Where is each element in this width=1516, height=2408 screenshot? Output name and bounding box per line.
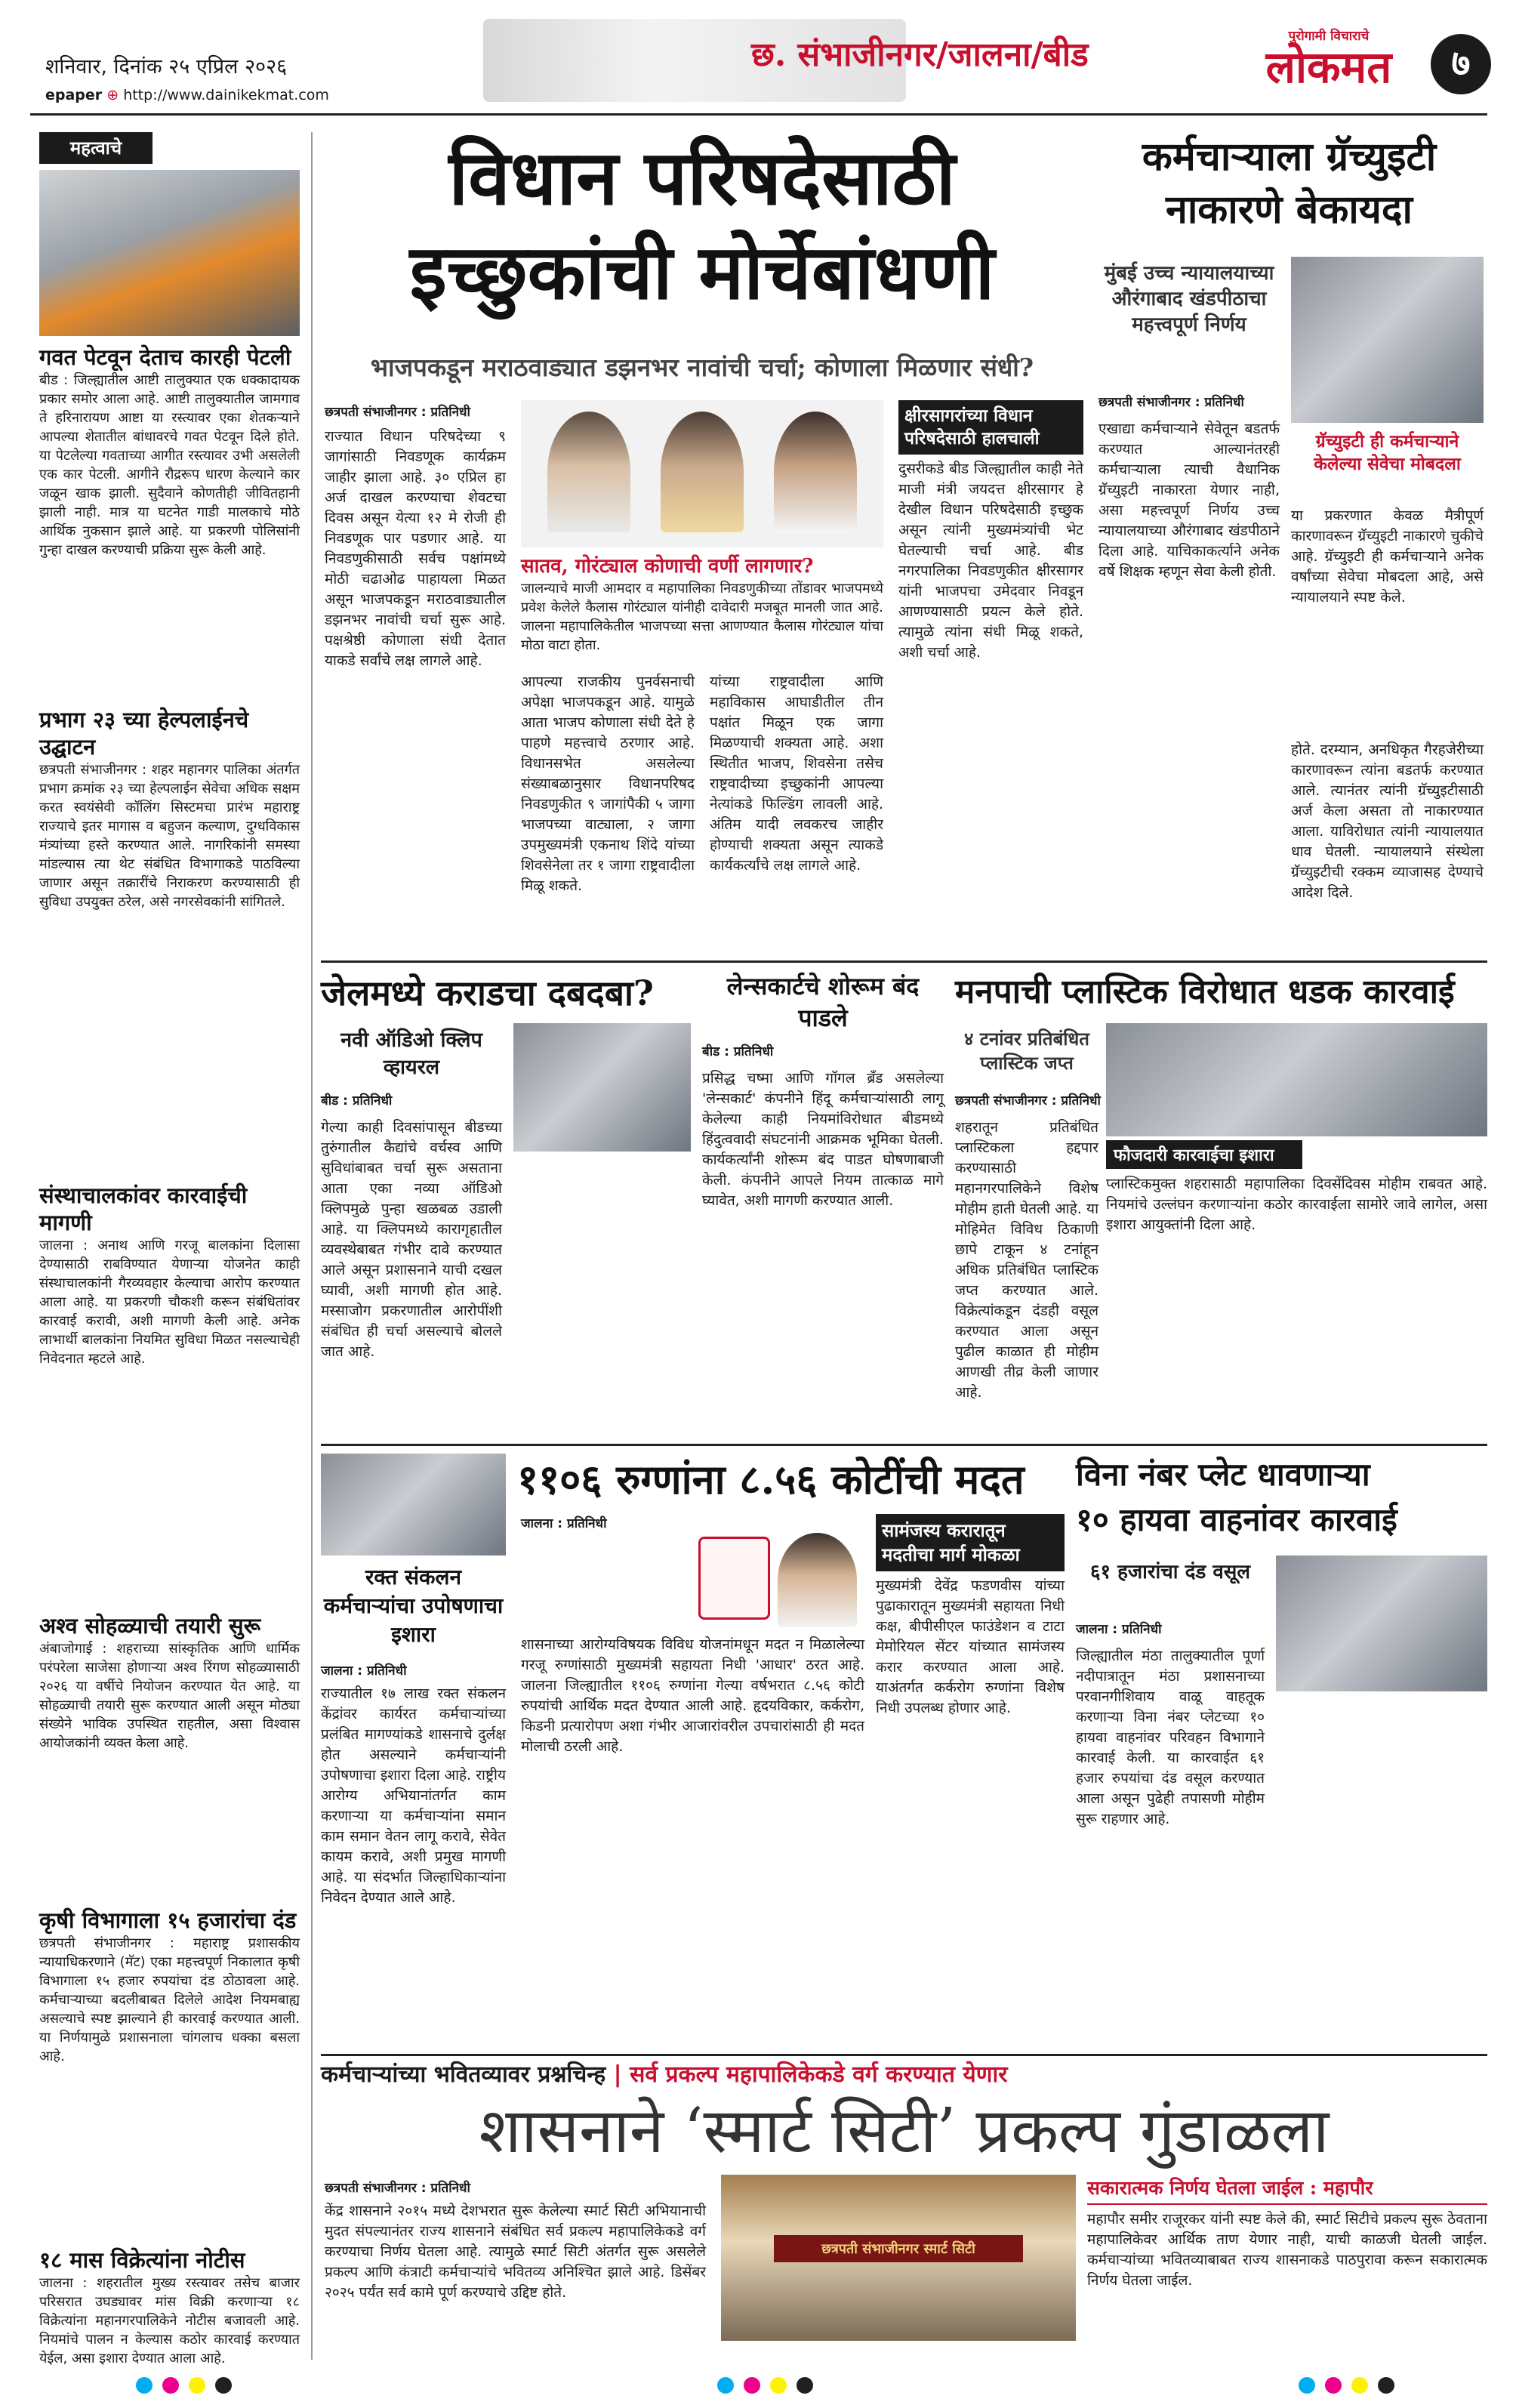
sidebar-item-title: कृषी विभागाला १५ हजारांचा दंड: [39, 1907, 297, 1933]
aid-byline: जालना : प्रतिनिधी: [521, 1516, 607, 1531]
smart-city-text: केंद्र शासनाने २०१५ मध्ये देशभरात सुरू केलेल्या स्मार्ट सिटी अभियानाची मुदत संपल्यानंतर राज्य शासनाने संबंधित सर्व प्रकल्प महापालिकेकडे वर्ग करण्याचा निर्णय घेतला आहे. त्यामुळे स्मार्ट सिटी अंतर्गत सुरू असलेले प्रकल्प आणि कंत्राटी कर्मचाऱ्यांचे भवितव्य अनिश्चित झाले आहे. डिसेंबर २०२५ पर्यंत सर्व कामे पूर्ण करण्याचे उद्दिष्ट होते.: [325, 2203, 706, 2301]
reg-mark-black: [1378, 2377, 1394, 2394]
aid-side-box: [876, 1514, 1065, 2046]
jail-text: गेल्या काही दिवसांपासून बीडच्या तुरुंगातील कैद्यांचे वर्चस्व आणि सुविधांबाबत चर्चा सुरू असताना आता एका नव्या ऑडिओ क्लिपमुळे पुन्हा खळबळ उडाली आहे. या क्लिपमध्ये कारागृहातील व्यवस्थेबाबत गंभीर दावे करण्यात आले असून प्रशासनाने याची दखल घ्यावी, अशी मागणी होत आहे. मस्साजोग प्रकरणातील आरोपींशी संबंधित ही चर्चा असल्याचे बोलले जात आहे.: [321, 1119, 502, 1360]
epaper-link[interactable]: [45, 87, 329, 103]
sidebar-item-title: अश्व सोहळ्याची तयारी सुरू: [39, 1613, 261, 1639]
plastic-kicker: ४ टनांवर प्रतिबंधित प्लास्टिक जप्त: [964, 1028, 1089, 1074]
jail-kicker: नवी ऑडिओ क्लिप व्हायरल: [340, 1028, 482, 1079]
gratuity-column: एखाद्या कर्मचाऱ्याने सेवेतून बडतर्फ करण्यात आल्यानंतरही कर्मचाऱ्याला त्याची वैधानिक ग्रॅच्युइटी नाकारता येणार नाही, असा महत्त्वपूर्ण निर्णय उच्च न्यायालयाच्या औरंगाबाद खंडपीठाने दिला आहे. याचिकाकर्त्याने अनेक वर्षे शिक्षक म्हणून सेवा केली होती.: [1098, 421, 1280, 580]
lead-headline-line1: विधान परिषदेसाठी: [448, 133, 956, 222]
plastic-photo-text: प्लास्टिकमुक्त शहरासाठी महापालिका दिवसेंदिवस मोहीम राबवत आहे. नियमांचे उल्लंघन करणाऱ्यांना कठोर कारवाईला सामोरे जावे लागेल, असा इशारा आयुक्तांनी दिला आहे.: [1106, 1176, 1487, 1233]
registration-marks: [0, 2371, 1516, 2401]
strap-dark: कर्मचाऱ्यांच्या भवितव्यावर प्रश्नचिन्ह: [321, 2061, 606, 2088]
jail-group-photo: [513, 1023, 691, 1152]
photo-caption-heading: सातव, गोरंट्याल कोणाची वर्णी लागणार?: [521, 555, 814, 578]
strap-red: सर्व प्रकल्प महापालिकेकडे वर्ग करण्यात येणार: [630, 2061, 1008, 2088]
sidebar-item: [39, 2246, 300, 2366]
politician-photos: [521, 400, 883, 547]
strap-divider: |: [613, 2061, 622, 2088]
plates-text: जिल्ह्यातील मंठा तालुक्यातील पूर्णा नदीपात्रातून मंठा प्रशासनाच्या परवानगीशिवाय वाळू वाहतूक करणाऱ्या विना नंबर प्लेटच्या १० हायवा वाहनांवर परिवहन विभागाने कारवाई केली. या कारवाईत ६१ हजार रुपयांचा दंड वसूल करण्यात आला असून पुढेही तपासणी मोहीम सुरू राहणार आहे.: [1076, 1648, 1265, 1827]
sidebar-divider: [311, 132, 313, 2360]
lead-column: राज्यात विधान परिषदेच्या ९ जागांसाठी निवडणूक कार्यक्रम जाहीर झाला आहे. ३० एप्रिल हा अर्ज दाखल करण्याचा शेवटचा दिवस असून येत्या १२ मे रोजी ही निवडणूक पार पडणार आहे. या निवडणुकीसाठी सर्वच पक्षांमध्ये मोठी चढाओढ पाहायला मिळत असून भाजपकडून मराठवाड्यातील डझनभर नावांची चर्चा सुरू आहे. पक्षश्रेष्ठी कोणाला संधी देतात याकडे सर्वांचे लक्ष लागले आहे.: [325, 428, 506, 669]
jail-byline: बीड : प्रतिनिधी: [321, 1093, 393, 1108]
plastic-story: [955, 970, 1487, 1438]
aid-text: शासनाच्या आरोग्यविषयक विविध योजनांमधून मदत न मिळालेल्या गरजू रुग्णांसाठी मुख्यमंत्री सहायता निधी 'आधार' ठरत आहे. जालना जिल्ह्यातील ११०६ रुग्णांना गेल्या वर्षभरात ८.५६ कोटी रुपयांची आर्थिक मदत देण्यात आली आहे. हृदयविकार, कर्करोग, किडनी प्रत्यारोपण अशा गंभीर आजारांवरील उपचारांसाठी ही मदत मोलाची ठरली आहे.: [521, 1636, 864, 1755]
reg-mark-black: [215, 2377, 232, 2394]
issue-date: शनिवार, दिनांक २५ एप्रिल २०२६: [45, 55, 288, 79]
plastic-headline: मनपाची प्लास्टिक विरोधात धडक कारवाई: [955, 973, 1455, 1011]
smart-city-strap: [321, 2058, 1487, 2091]
gratuity-column: होते. दरम्यान, अनधिकृत गैरहजेरीच्या कारणावरून त्यांना बडतर्फ करण्यात आले. त्यानंतर त्यांनी ग्रॅच्युइटीसाठी अर्ज केला असता तो नाकारण्यात आला. याविरोधात त्यांनी न्यायालयात धाव घेतली. न्यायालयाने संस्थेला ग्रॅच्युइटीची रक्कम व्याजासह देण्याचे आदेश दिले.: [1291, 742, 1484, 901]
reg-mark-yellow: [1351, 2377, 1368, 2394]
reg-mark-magenta: [1325, 2377, 1342, 2394]
sidebar-item-body: जालना : अनाथ आणि गरजू बालकांना दिलासा देण्यासाठी राबविण्यात येणाऱ्या योजनेत काही संस्थाचालकांनी गैरव्यवहार केल्याचा आरोप करण्यात आला आहे. या प्रकरणी चौकशी करून संबंधितांवर कारवाई करावी, अशी मागणी केली आहे. अनेक लाभार्थी बालकांना नियमित सुविधा मिळत नसल्याचेही निवेदनात म्हटले आहे.: [39, 1238, 300, 1367]
protest-photo: [321, 1454, 506, 1555]
blood-byline: जालना : प्रतिनिधी: [321, 1663, 407, 1679]
plates-headline-line1: विना नंबर प्लेट धावणाऱ्या: [1076, 1456, 1370, 1493]
jail-headline: जेलमध्ये कराडचा दबदबा?: [321, 973, 654, 1013]
chief-minister-photo: [778, 1533, 857, 1627]
sidebar-label: महत्वाचे: [39, 132, 153, 164]
epaper-label: epaper: [45, 87, 103, 103]
lenskart-byline: बीड : प्रतिनिधी: [702, 1044, 774, 1059]
reg-mark-black: [797, 2377, 813, 2394]
plates-kicker: ६१ हजारांचा दंड वसूल: [1089, 1561, 1250, 1583]
jail-story: [321, 970, 691, 1438]
plastic-text: शहरातून प्रतिबंधित प्लास्टिकला हद्दपार करण्यासाठी महानगरपालिकेने विशेष मोहीम हाती घेतली आहे. या मोहिमेत विविध ठिकाणी छापे टाकून ४ टनांहून अधिक प्रतिबंधित प्लास्टिक जप्त करण्यात आले. विक्रेत्यांकडून दंडही वसूल करण्यात आला असून पुढील काळात ही मोहीम आणखी तीव्र केली जाणार आहे.: [955, 1119, 1098, 1401]
court-building-photo: [1291, 257, 1484, 423]
mayor-box: [1087, 2175, 1487, 2356]
plates-headline-line2: १० हायवा वाहनांवर कारवाई: [1076, 1501, 1397, 1538]
lenskart-story: [702, 970, 944, 1438]
masthead-rule: [30, 113, 1487, 116]
section-rule: [321, 960, 1487, 963]
aid-side-box-title: सामंजस्य करारातून मदतीचा मार्ग मोकळा: [876, 1514, 1065, 1571]
sidebar-item-title: प्रभाग २३ च्या हेल्पलाईनचे उद्घाटन: [39, 707, 249, 760]
smart-city-byline: छत्रपती संभाजीनगर : प्रतिनिधी: [325, 2181, 470, 2196]
brand-name: लोकमत: [1265, 42, 1392, 93]
sidebar: [30, 132, 302, 2366]
gratuity-story: [1091, 132, 1487, 955]
sidebar-item-title: १८ मास विक्रेत्यांना नोटीस: [39, 2247, 245, 2273]
sidebar-item-body: बीड : जिल्ह्यातील आष्टी तालुक्यात एक धक्कादायक प्रकार समोर आला आहे. आष्टी तालुक्यातील जामगाव ते हरिनारायण आष्टा या रस्त्यावर एका शेतकऱ्याने आपल्या शेतातील बांधावरचे गवत पेटवून दिले होते. या पेटलेल्या गवताच्या आगीत रस्त्यावर उभी असलेली एक कार पेटली. आगीने रौद्ररूप धारण केल्याने कार जळून खाक झाली. सुदैवाने कोणतीही जीवितहानी झाली नाही. मात्र या घटनेत गाडी मालकाचे मोठे आर्थिक नुकसान झाले आहे. या प्रकरणी पोलिसांनी गुन्हा दाखल करण्याची प्रक्रिया सुरू केली आहे.: [39, 372, 300, 558]
smart-city-headline: शासनाने ‘स्मार्ट सिटी’ प्रकल्प गुंडाळला: [479, 2095, 1330, 2167]
lead-subhead: भाजपकडून मराठवाड्यात डझनभर नावांची चर्चा; कोणाला मिळणार संधी?: [370, 353, 1034, 382]
lead-column: यांच्या राष्ट्रवादीला आणि महाविकास आघाडीतील तीन पक्षांत मिळून एक जागा मिळण्याची शक्यता आहे. अशा स्थितीत भाजप, शिवसेना तसेच राष्ट्रवादीच्या इच्छुकांनी आपल्या नेत्यांकडे फिल्डिंग लावली आहे. अंतिम यादी लवकरच जाहीर होण्याची शक्यता असून त्याकडे कार्यकर्त्यांचे लक्ष लागले आहे.: [710, 674, 883, 874]
sidebar-item: [39, 1182, 300, 1605]
plastic-raid-photo: [1106, 1023, 1487, 1136]
sidebar-item-body: अंबाजोगाई : शहराच्या सांस्कृतिक आणि धार्मिक परंपरेला साजेसा होणाऱ्या अश्व रिंगण सोहळ्यासाठी २०२६ या वर्षीचे नियोजन करण्यात येत आहे. या सोहळ्याची तयारी सुरू करण्यात आली असून मोठ्या संख्येने भाविक उपस्थित राहतील, असा विश्वास आयोजकांनी व्यक्त केला आहे.: [39, 1641, 300, 1751]
sidebar-item-body: छत्रपती संभाजीनगर : महाराष्ट्र प्रशासकीय न्यायाधिकरणाने (मॅट) एका महत्त्वपूर्ण निकालात कृषी विभागाला १५ हजार रुपयांचा दंड ठोठावला आहे. कर्मचाऱ्याच्या बदलीबाबत दिलेले आदेश नियमबाह्य असल्याचे स्पष्ट झाल्याने ही कारवाई करण्यात आली. या निर्णयामुळे प्रशासनाला चांगलाच धक्का बसला आहे.: [39, 1935, 300, 2064]
gratuity-headline-line2: नाकारणे बेकायदा: [1165, 187, 1413, 233]
lenskart-text: प्रसिद्ध चष्मा आणि गॉगल ब्रँड असलेल्या 'लेन्सकार्ट' कंपनीने हिंदू कर्मचाऱ्यांसाठी लागू केलेल्या काही नियमांविरोधात बीडमध्ये हिंदुत्ववादी संघटनांनी आक्रमक भूमिका घेतली. कार्यकर्त्यांनी शोरूम बंद पाडत घोषणाबाजी केली. कंपनीने आपले नियम तात्काळ मागे घ्यावेत, अशी मागणी करण्यात आली.: [702, 1070, 944, 1209]
reg-mark-magenta: [744, 2377, 760, 2394]
globe-icon: ⊕: [106, 87, 119, 103]
reg-mark-cyan: [717, 2377, 734, 2394]
sidebar-item: [39, 1907, 300, 2239]
plastic-photo-caption: फौजदारी कारवाईचा इशारा: [1106, 1140, 1302, 1169]
page-number: ७: [1431, 34, 1491, 94]
sidebar-item: [39, 344, 300, 698]
brand-logo: [1242, 26, 1416, 102]
masthead: [0, 0, 1516, 113]
lead-story: [321, 132, 1083, 955]
sidebar-item-title: संस्थाचालकांवर कारवाईची मागणी: [39, 1182, 248, 1235]
lead-byline: छत्रपती संभाजीनगर : प्रतिनिधी: [325, 405, 470, 420]
lead-headline-line2: इच्छुकांची मोर्चेबांधणी: [409, 227, 995, 316]
trucks-photo: [1276, 1555, 1487, 1691]
section-rule: [321, 1444, 1487, 1446]
sidebar-item-body: छत्रपती संभाजीनगर : शहर महानगर पालिका अंतर्गत प्रभाग क्रमांक २३ च्या हेल्पलाईन सेवेचा अधिक सक्षम करत स्वयंसेवी कॉलिंग सिस्टमचा प्रारंभ महाराष्ट्र राज्याचे इतर मागास व बहुजन कल्याण, दुग्धविकास मंत्र्यांच्या हस्ते करण्यात आले. नागरिकांनी समस्या मांडल्यास त्या थेट संबंधित विभागाकडे पाठविल्या जाणार असून तक्रारींचे निराकरण करण्यासाठी ही सुविधा उपयुक्त ठरेल, असे नगरसेवकांनी सांगितले.: [39, 762, 300, 910]
mayor-box-text: महापौर समीर राजूरकर यांनी स्पष्ट केले की, स्मार्ट सिटीचे प्रकल्प सुरू ठेवताना महापालिकेवर आर्थिक ताण येणार नाही, याची काळजी घेतली जाईल. कर्मचाऱ्यांच्या भवितव्याबाबत राज्य शासनाकडे पाठपुरावा करून सकारात्मक निर्णय घेतला जाईल.: [1087, 2211, 1487, 2289]
website-url[interactable]: http://www.dainikekmat.com: [123, 87, 329, 103]
sidebar-item-body: जालना : शहरातील मुख्य रस्त्यावर तसेच बाजार परिसरात उघड्यावर मांस विक्री करणाऱ्या १८ विक्रेत्यांना महानगरपालिकेने नोटीस बजावली आहे. नियमांचे पालन न केल्यास कठोर कारवाई करण्यात येईल, असा इशारा देण्यात आला आहे.: [39, 2275, 300, 2366]
sidebar-item-title: गवत पेटवून देताच कारही पेटली: [39, 344, 291, 370]
side-box-title: क्षीरसागरांच्या विधान परिषदेसाठी हालचाली: [898, 400, 1083, 455]
aid-headline: ११०६ रुग्णांना ८.५६ कोटींची मदत: [517, 1455, 1025, 1503]
photo-caption-text: जालन्याचे माजी आमदार व महापालिका निवडणुकीच्या तोंडावर भाजपमध्ये प्रवेश केलेले कैलास गोरंट्याल यांनीही दावेदारी मजबूत मानली जात आहे. जालना महापालिकेतील भाजपच्या सत्ता आणण्यात कैलास गोरंट्याल यांचा मोठा वाटा होता.: [521, 581, 883, 653]
side-box-text: दुसरीकडे बीड जिल्ह्यातील काही नेते माजी मंत्री जयदत्त क्षीरसागर हे देखील विधान परिषदेसाठी इच्छुक असून त्यांनी मुख्यमंत्र्यांची भेट घेतल्याची चर्चा आहे. बीड नगरपालिका निवडणुकीत क्षीरसागर यांनी भाजपचा उमेदवार निवडून आणण्यासाठी प्रयत्न केले होते. त्यामुळे त्यांना संधी मिळू शकते, अशी चर्चा आहे.: [898, 461, 1083, 661]
reg-mark-cyan: [136, 2377, 153, 2394]
lenskart-headline: लेन्सकार्टचे शोरूम बंद पाडले: [726, 972, 920, 1032]
gratuity-photo-caption: ग्रॅच्युइटी ही कर्मचाऱ्याने केलेल्या सेवेचा मोबदला: [1314, 431, 1461, 474]
plastic-byline: छत्रपती संभाजीनगर : प्रतिनिधी: [955, 1093, 1101, 1108]
gratuity-kicker: मुंबई उच्च न्यायालयाच्या औरंगाबाद खंडपीठाचा महत्त्वपूर्ण निर्णय: [1104, 262, 1274, 336]
politician-photo: [774, 412, 857, 532]
section-rule: [321, 2054, 1487, 2056]
section-title: छ. संभाजीनगर/जालना/बीड: [751, 35, 1089, 74]
plates-byline: जालना : प्रतिनिधी: [1076, 1622, 1162, 1637]
politician-photo: [661, 412, 744, 532]
reg-mark-yellow: [770, 2377, 787, 2394]
politician-photo: [547, 412, 630, 532]
aid-side-box-text: मुख्यमंत्री देवेंद्र फडणवीस यांच्या पुढाकारातून मुख्यमंत्री सहायता निधी कक्ष, बीपीसीएल फाउंडेशन व टाटा मेमोरियल सेंटर यांच्यात सामंजस्य करार करण्यात आला आहे. याअंतर्गत कर्करोग रुग्णांना विशेष निधी उपलब्ध होणार आहे.: [876, 1577, 1065, 1716]
gratuity-side-text: या प्रकरणात केवळ मैत्रीपूर्ण कारणावरून ग्रॅच्युइटी नाकारणे चुकीचे आहे. ग्रॅच्युइटी ही कर्मचाऱ्याने अनेक वर्षांच्या सेवेचा मोबदला आहे, असे न्यायालयाने स्पष्ट केले.: [1291, 507, 1484, 606]
side-box: [898, 400, 1083, 951]
smart-city-photo-sign: छत्रपती संभाजीनगर स्मार्ट सिटी: [774, 2235, 1023, 2262]
blood-headline: रक्त संकलन कर्मचाऱ्यांचा उपोषणाचा इशारा: [323, 1565, 504, 1647]
gratuity-headline-line1: कर्मचाऱ्याला ग्रॅच्युइटी: [1142, 134, 1437, 180]
lead-column: आपल्या राजकीय पुनर्वसनाची अपेक्षा भाजपकडून आहे. यामुळे आता भाजप कोणाला संधी देते हे पाहणे महत्त्वाचे ठरणार आहे. विधानसभेत असलेल्या संख्याबळानुसार विधानपरिषद निवडणुकीत ९ जागांपैकी ५ जागा भाजपच्या वाट्याला, २ जागा उपमुख्यमंत्री एकनाथ शिंदे यांच्या शिवसेनेला तर १ जागा राष्ट्रवादीला मिळू शकते.: [521, 674, 695, 894]
sidebar-item: [39, 706, 300, 1174]
mayor-box-title: सकारात्मक निर्णय घेतला जाईल : महापौर: [1087, 2175, 1487, 2205]
gratuity-byline: छत्रपती संभाजीनगर : प्रतिनिधी: [1098, 395, 1244, 410]
reg-mark-yellow: [189, 2377, 205, 2394]
reg-mark-cyan: [1299, 2377, 1315, 2394]
blood-text: राज्यातील १७ लाख रक्त संकलन केंद्रांवर कार्यरत कर्मचाऱ्यांच्या प्रलंबित मागण्यांकडे शासनाचे दुर्लक्ष होत असल्याने कर्मचाऱ्यांनी उपोषणाचा इशारा दिला आहे. राष्ट्रीय आरोग्य अभियानांतर्गत काम करणाऱ्या या कर्मचाऱ्यांना समान काम समान वेतन लागू करावे, सेवेत कायम करावे, अशी प्रमुख मागणी आहे. या संदर्भात जिल्हाधिकाऱ्यांना निवेदन देण्यात आले आहे.: [321, 1685, 506, 1906]
sidebar-item: [39, 1612, 300, 1899]
aid-story: [517, 1454, 1065, 2050]
burning-car-photo: [39, 170, 300, 336]
reg-mark-magenta: [162, 2377, 179, 2394]
blood-story: [321, 1454, 506, 2050]
plates-story: [1076, 1454, 1487, 2050]
state-emblem: [698, 1537, 770, 1620]
brand-tagline: पुरोगामी विचाराचे: [1288, 29, 1370, 44]
